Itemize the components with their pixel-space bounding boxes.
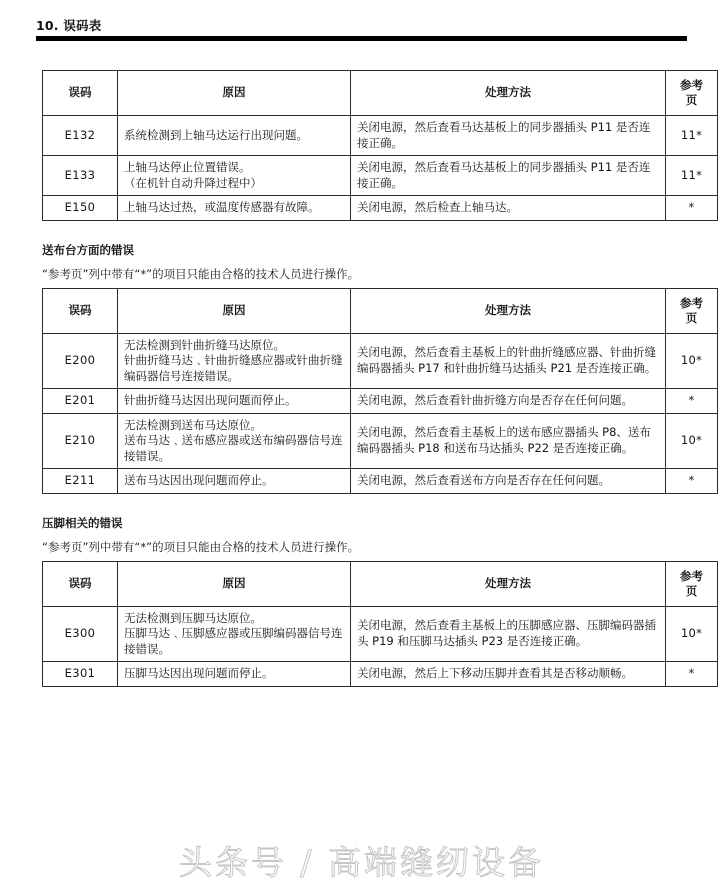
column-header-line-1: 参考 [680, 295, 703, 310]
error-code-cell: E211 [43, 469, 118, 494]
error-code-cell: E150 [43, 196, 118, 221]
error-cause-cell: 无法检测到送布马达原位。 送布马达﹑送布感应器或送布编码器信号连接错误。 [118, 413, 351, 469]
table-row [43, 333, 718, 389]
section-note: “参考页”列中带有“*”的项目只能由合格的技术人员进行操作。 [42, 266, 360, 281]
column-header-line-1: 参考 [680, 568, 703, 583]
error-code-cell: E201 [43, 389, 118, 414]
spacer [42, 258, 681, 267]
error-action-cell: 关闭电源，然后查看针曲折缝方向是否存在任何问题。 [351, 389, 666, 414]
error-cause-cell: 系统检测到上轴马达运行出现问题。 [118, 116, 351, 156]
spacer [42, 531, 681, 540]
column-header-cause: 原因 [118, 288, 351, 333]
error-action-cell: 关闭电源，然后查看主基板上的送布感应器插头 P8、送布编码器插头 P18 和送布马达插头 P22 是否连接正确。 [351, 413, 666, 469]
column-header-action: 处理方法 [351, 288, 666, 333]
error-code-table [42, 70, 718, 221]
column-header-page [666, 561, 718, 606]
error-cause-cell: 压脚马达因出现问题而停止。 [118, 662, 351, 687]
error-action-cell: 关闭电源，然后查看马达基板上的同步器插头 P11 是否连接正确。 [351, 116, 666, 156]
table-row [43, 116, 718, 156]
error-section [42, 70, 703, 243]
spacer [42, 687, 681, 709]
error-code-table [42, 561, 718, 687]
reference-page-cell: 10* [666, 606, 718, 662]
column-header-action: 处理方法 [351, 71, 666, 116]
reference-page-cell: * [666, 469, 718, 494]
table-row [43, 156, 718, 196]
section-heading: 送布台方面的错误 [42, 242, 134, 257]
error-section [42, 242, 703, 516]
reference-page-cell: * [666, 389, 718, 414]
spacer [42, 494, 681, 516]
reference-page-cell: * [666, 196, 718, 221]
document-content [42, 70, 703, 709]
reference-page-cell: 11* [666, 156, 718, 196]
error-code-cell: E133 [43, 156, 118, 196]
column-header-code: 误码 [43, 288, 118, 333]
column-header-line-2: 页 [685, 583, 698, 598]
header-rule [36, 36, 687, 41]
table-row [43, 469, 718, 494]
error-cause-cell: 针曲折缝马达因出现问题而停止。 [118, 389, 351, 414]
error-cause-cell: 送布马达因出现问题而停止。 [118, 469, 351, 494]
table-header-row [43, 288, 718, 333]
column-header-line-1: 参考 [680, 78, 703, 92]
error-code-cell: E200 [43, 333, 118, 389]
error-action-cell: 关闭电源，然后查看主基板上的压脚感应器、压脚编码器插头 P19 和压脚马达插头 P23 是否连接正确。 [351, 606, 666, 662]
error-code-cell: E210 [43, 413, 118, 469]
error-cause-cell: 上轴马达过热，或温度传感器有故障。 [118, 196, 351, 221]
section-note: “参考页”列中带有“*”的项目只能由合格的技术人员进行操作。 [42, 539, 360, 554]
page-title: 10. 误码表 [36, 18, 102, 33]
reference-page-cell: 11* [666, 116, 718, 156]
error-code-cell: E132 [43, 116, 118, 156]
error-code-table [42, 288, 718, 494]
column-header-cause: 原因 [118, 71, 351, 116]
reference-page-cell: 10* [666, 413, 718, 469]
column-header-line-2: 页 [685, 310, 698, 325]
table-row [43, 662, 718, 687]
reference-page-cell: 10* [666, 333, 718, 389]
table-row [43, 413, 718, 469]
watermark: 头条号 / 高端缝纫设备 [178, 843, 545, 882]
error-action-cell: 关闭电源，然后查看送布方向是否存在任何问题。 [351, 469, 666, 494]
running-header [36, 18, 687, 41]
error-cause-cell: 上轴马达停止位置错误。 （在机针自动升降过程中） [118, 156, 351, 196]
column-header-code: 误码 [43, 561, 118, 606]
error-code-cell: E300 [43, 606, 118, 662]
error-action-cell: 关闭电源，然后上下移动压脚并查看其是否移动顺畅。 [351, 662, 666, 687]
table-row [43, 606, 718, 662]
column-header-page [666, 71, 718, 116]
column-header-page [666, 288, 718, 333]
table-row [43, 196, 718, 221]
error-action-cell: 关闭电源，然后查看主基板上的针曲折缝感应器、针曲折缝编码器插头 P17 和针曲折缝马达插头 P21 是否连接正确。 [351, 333, 666, 389]
error-cause-cell: 无法检测到针曲折缝马达原位。 针曲折缝马达﹑针曲折缝感应器或针曲折缝编码器信号连接错误。 [118, 333, 351, 389]
column-header-action: 处理方法 [351, 561, 666, 606]
section-heading: 压脚相关的错误 [42, 515, 123, 530]
table-header-row [43, 71, 718, 116]
spacer [42, 221, 681, 243]
sections-container [42, 70, 703, 709]
error-section [42, 515, 703, 709]
reference-page-cell: * [666, 662, 718, 687]
column-header-cause: 原因 [118, 561, 351, 606]
error-action-cell: 关闭电源，然后查看马达基板上的同步器插头 P11 是否连接正确。 [351, 156, 666, 196]
column-header-code: 误码 [43, 71, 118, 116]
error-cause-cell: 无法检测到压脚马达原位。 压脚马达﹑压脚感应器或压脚编码器信号连接错误。 [118, 606, 351, 662]
table-row [43, 389, 718, 414]
error-code-cell: E301 [43, 662, 118, 687]
error-action-cell: 关闭电源，然后检查上轴马达。 [351, 196, 666, 221]
table-header-row [43, 561, 718, 606]
column-header-line-2: 页 [685, 93, 698, 107]
